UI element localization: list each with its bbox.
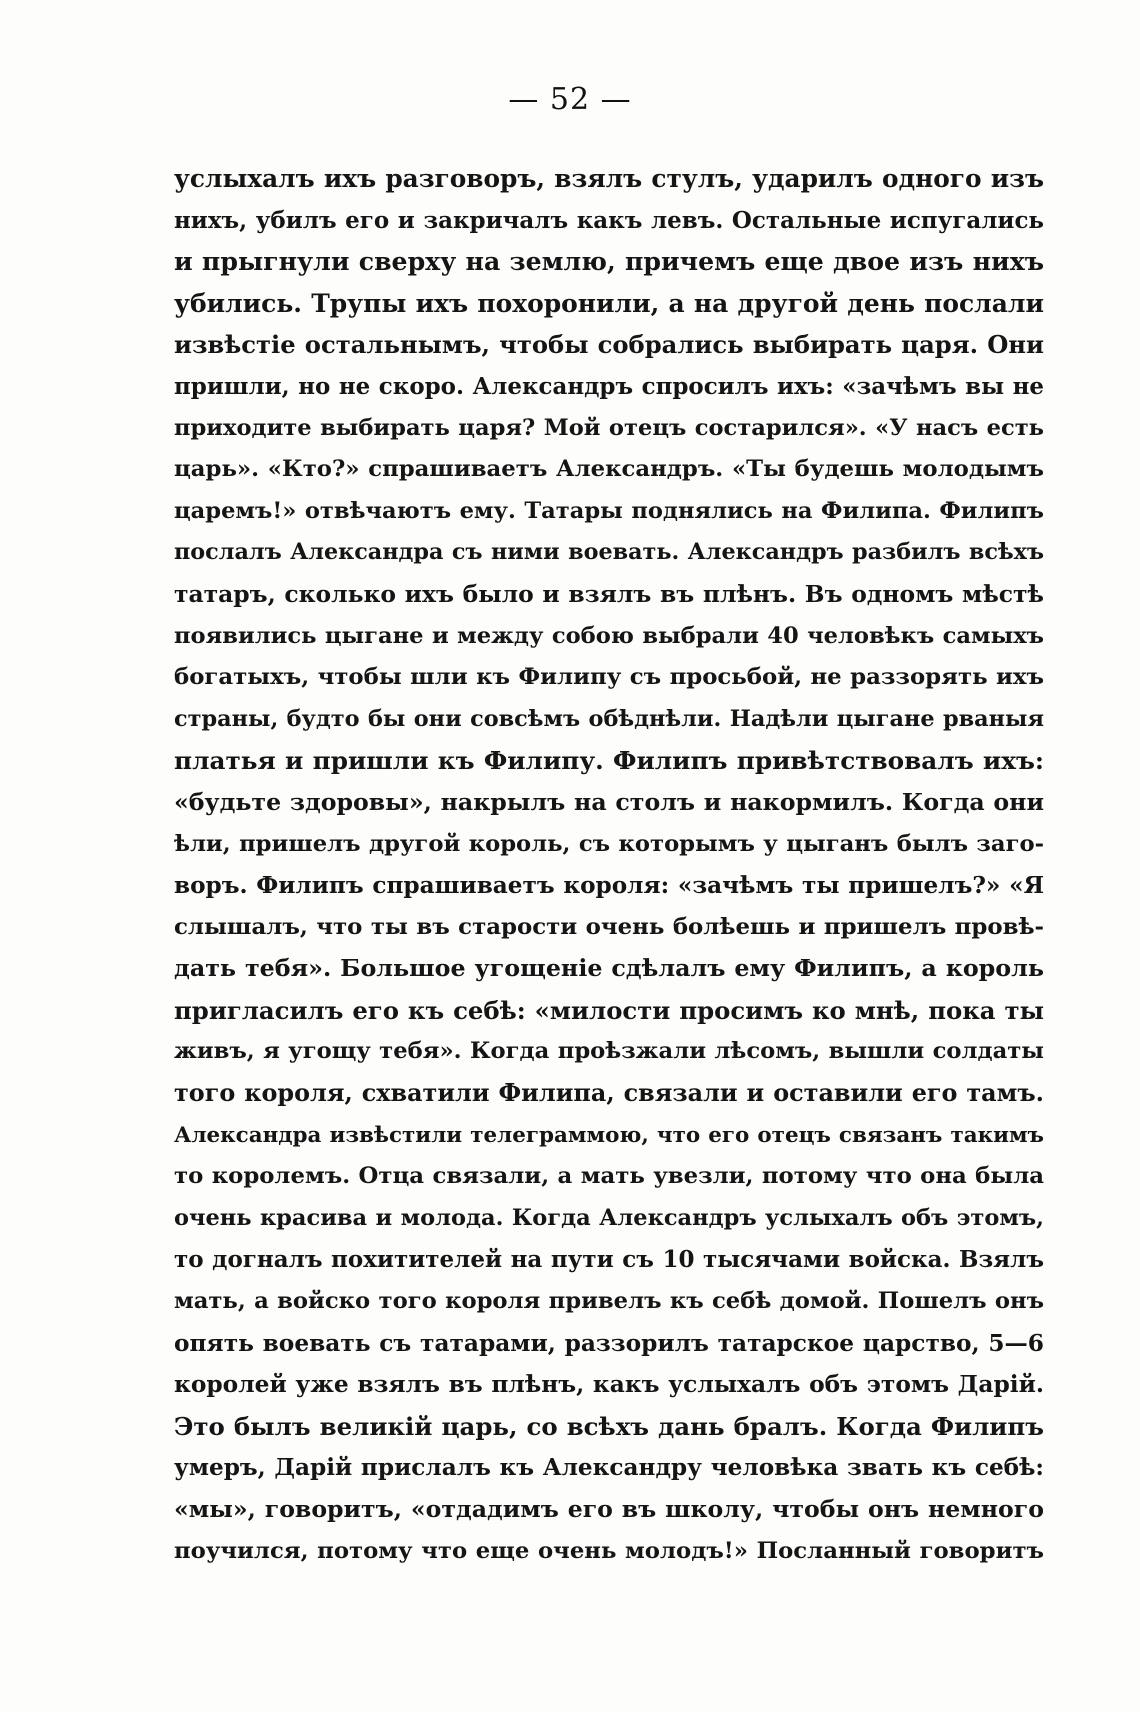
text-line: королей уже взялъ въ плѣнъ, какъ услыхалъ объ этомъ Дарій. <box>174 1371 1044 1399</box>
body-text <box>174 158 1044 1572</box>
text-line: умеръ, Дарій прислалъ къ Александру человѣка звать къ себѣ: <box>174 1454 1044 1482</box>
text-line: слышалъ, что ты въ старости очень болѣешь и пришелъ провѣ- <box>174 913 1044 940</box>
text-line: пригласилъ его къ себѣ: «милости просимъ ко мнѣ, пока ты <box>174 995 1044 1025</box>
text-line: татаръ, сколько ихъ было и взялъ въ плѣнъ. Въ одномъ мѣстѣ <box>174 579 1044 608</box>
text-line: извѣстіе остальнымъ, чтобы собрались выбирать царя. Они <box>174 330 1044 360</box>
text-line: дать тебя». Большое угощеніе сдѣлалъ ему Филипъ, а король <box>174 954 1044 983</box>
text-line: ѣли, пришелъ другой король, съ которымъ у цыганъ былъ заго- <box>174 830 1044 857</box>
text-line: послалъ Александра съ ними воевать. Александръ разбилъ всѣхъ <box>174 539 1044 566</box>
text-line: нихъ, убилъ его и закричалъ какъ левъ. Остальные испугались <box>174 206 1044 234</box>
text-line: «будьте здоровы», накрылъ на столъ и накормилъ. Когда они <box>174 787 1044 816</box>
text-line: появились цыгане и между собою выбрали 40 человѣкъ самыхъ <box>174 622 1044 649</box>
text-line: Александра извѣстили телеграммою, что его отецъ связанъ такимъ <box>174 1122 1044 1148</box>
text-line: того короля, схватили Филипа, связали и оставили его тамъ. <box>174 1079 1044 1108</box>
text-line: то догналъ похитителей на пути съ 10 тысячами войска. Взялъ <box>174 1246 1044 1274</box>
text-line: воръ. Филипъ спрашиваетъ короля: «зачѣмъ ты пришелъ?» «Я <box>174 872 1044 900</box>
text-line: и прыгнули сверху на землю, причемъ еще двое изъ нихъ <box>174 246 1044 277</box>
text-line: то королемъ. Отца связали, а мать увезли, потому что она была <box>174 1163 1044 1190</box>
text-line: приходите выбирать царя? Мой отецъ состарился». «У насъ есть <box>174 414 1044 441</box>
text-line: платья и пришли къ Филипу. Филипъ привѣтствовалъ ихъ: <box>174 746 1044 776</box>
text-line: услыхалъ ихъ разговоръ, взялъ стулъ, ударилъ одного изъ <box>174 164 1044 193</box>
text-line: богатыхъ, чтобы шли къ Филипу съ просьбой, не раззорять ихъ <box>174 664 1044 691</box>
text-line: пришли, но не скоро. Александръ спросилъ ихъ: «зачѣмъ вы не <box>174 372 1044 400</box>
text-line: опять воевать съ татарами, раззорилъ татарское царство, 5—6 <box>174 1329 1044 1357</box>
text-line: царь». «Кто?» спрашиваетъ Александръ. «Ты будешь молодымъ <box>174 456 1044 483</box>
text-line: царемъ!» отвѣчаютъ ему. Татары поднялись на Филипа. Филипъ <box>174 497 1044 524</box>
text-line: живъ, я угощу тебя». Когда проѣзжали лѣсомъ, вышли солдаты <box>174 1038 1044 1065</box>
text-line: поучился, потому что еще очень молодъ!» Посланный говоритъ <box>174 1537 1044 1564</box>
page-number: — 52 — <box>508 82 632 117</box>
text-line: «мы», говоритъ, «отдадимъ его въ школу, чтобы онъ немного <box>174 1495 1044 1523</box>
text-line: очень красива и молода. Когда Александръ услыхалъ объ этомъ, <box>174 1204 1044 1231</box>
text-line: убились. Трупы ихъ похоронили, а на другой день послали <box>174 288 1044 318</box>
text-line: Это былъ великій царь, со всѣхъ дань бралъ. Когда Филипъ <box>174 1411 1044 1441</box>
text-line: страны, будто бы они совсѣмъ обѣднѣли. Надѣли цыгане рваныя <box>174 705 1044 732</box>
text-line: мать, а войско того короля привелъ къ себѣ домой. Пошелъ онъ <box>174 1288 1044 1315</box>
